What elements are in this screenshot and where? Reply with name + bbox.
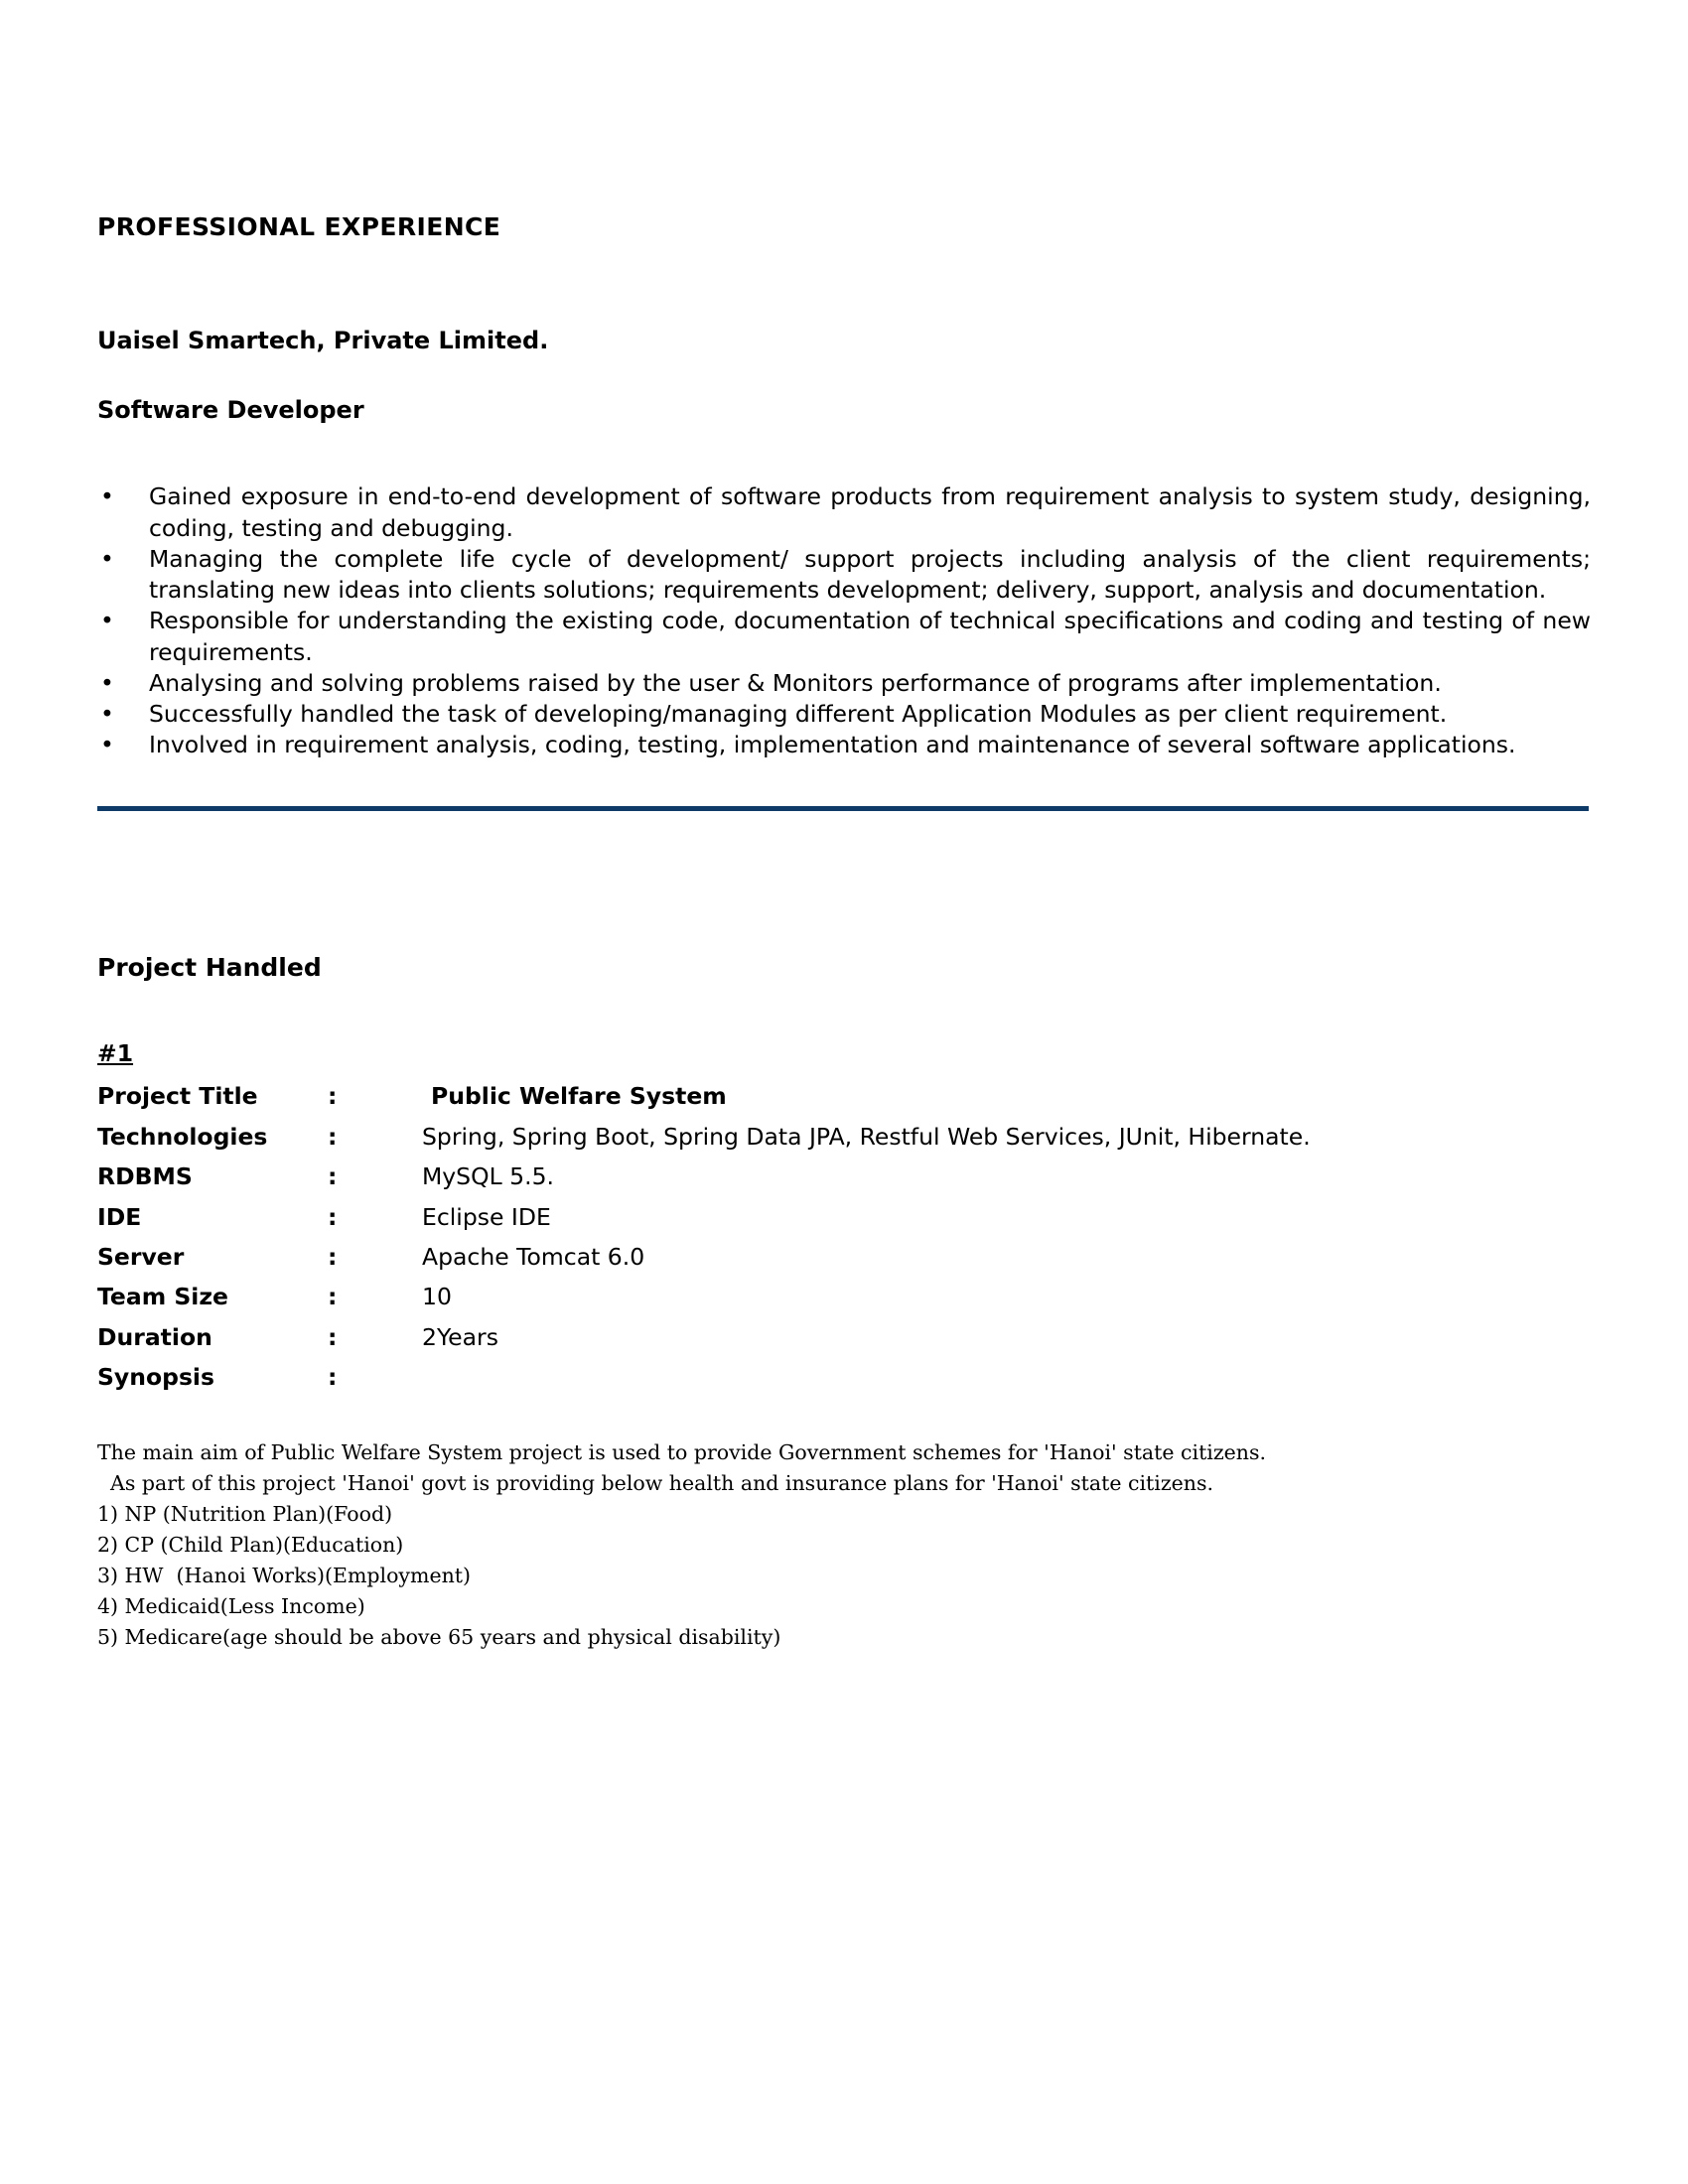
list-item [97,606,1591,668]
list-item: 5) Medicare(age should be above 65 years and physical disability) [97,1625,781,1650]
table-row [97,1076,1311,1116]
job-title: Software Developer [97,396,364,425]
bullet-icon: • [100,731,114,759]
spec-value: Apache Tomcat 6.0 [422,1242,645,1271]
bullet-icon: • [100,668,114,697]
table-row [97,1157,1311,1196]
project-spec-table [97,1076,1311,1397]
spec-value: 2Years [422,1322,498,1351]
spec-label: Duration [97,1322,212,1351]
table-row [97,1357,1311,1397]
bullet-icon: • [100,700,114,728]
bullet-icon: • [100,544,114,573]
responsibilities-list [97,481,1591,760]
spec-label: IDE [97,1202,142,1231]
project-number-label: #1 [97,1038,134,1067]
company-name: Uaisel Smartech, Private Limited. [97,327,549,355]
plans-list [97,1499,1591,1654]
responsibility-text: Managing the complete life cycle of development/ support projects including analysis of the client requirements; translating new ideas into clients solutions; requirements development; delivery, support, analysis and documentation. [149,544,1591,604]
spec-colon: : [328,1322,338,1351]
spec-colon: : [328,1363,338,1392]
table-row [97,1237,1311,1277]
responsibility-text: Involved in requirement analysis, coding, testing, implementation and maintenance of several software applications. [149,731,1516,759]
table-row [97,1197,1311,1237]
spec-colon: : [328,1202,338,1231]
spec-value: Public Welfare System [431,1082,727,1111]
list-item: 3) HW (Hanoi Works)(Employment) [97,1564,472,1588]
list-item [97,481,1591,544]
synopsis-paragraph-2: As part of this project 'Hanoi' govt is providing below health and insurance plans for 'Hanoi' state citizens. [97,1470,1213,1495]
spec-value [422,1357,1311,1397]
spec-label: Server [97,1242,185,1271]
list-item [97,730,1591,760]
spec-colon: : [328,1162,338,1191]
spec-label: Synopsis [97,1363,214,1392]
table-row [97,1317,1311,1357]
list-item: 2) CP (Child Plan)(Education) [97,1533,404,1558]
spec-colon: : [328,1242,338,1271]
responsibility-text: Analysing and solving problems raised by the user & Monitors performance of programs after implementation. [149,668,1442,697]
spec-value: 10 [422,1283,452,1311]
spec-value: Eclipse IDE [422,1202,551,1231]
spec-value: MySQL 5.5. [422,1162,555,1191]
section-heading-professional-experience: PROFESSIONAL EXPERIENCE [97,212,501,241]
spec-value: Spring, Spring Boot, Spring Data JPA, Restful Web Services, JUnit, Hibernate. [422,1122,1311,1151]
list-item: 4) Medicaid(Less Income) [97,1594,365,1619]
responsibility-text: Successfully handled the task of developing/managing different Application Modules as per client requirement. [149,700,1448,728]
spec-label: Team Size [97,1283,228,1311]
bullet-icon: • [100,607,114,635]
spec-label: RDBMS [97,1162,193,1191]
bullet-icon: • [100,482,114,511]
spec-colon: : [328,1082,338,1111]
section-divider [97,806,1589,811]
synopsis-block [97,1437,1591,1654]
list-item [97,699,1591,730]
list-item: 1) NP (Nutrition Plan)(Food) [97,1501,393,1526]
table-row [97,1277,1311,1316]
list-item [97,544,1591,607]
responsibility-text: Responsible for understanding the existing code, documentation of technical specifications and coding and testing of new requirements. [149,607,1591,666]
spec-label: Technologies [97,1122,268,1151]
responsibility-text: Gained exposure in end-to-end development of software products from requirement analysis to system study, designing, coding, testing and debugging. [149,482,1591,542]
synopsis-paragraph-1: The main aim of Public Welfare System project is used to provide Government schemes for 'Hanoi' state citizens. [97,1439,1267,1464]
project-handled-heading: Project Handled [97,952,322,982]
list-item [97,668,1591,699]
page-content [97,0,1591,1654]
spec-label: Project Title [97,1082,258,1111]
spec-colon: : [328,1122,338,1151]
table-row [97,1117,1311,1157]
spec-colon: : [328,1283,338,1311]
